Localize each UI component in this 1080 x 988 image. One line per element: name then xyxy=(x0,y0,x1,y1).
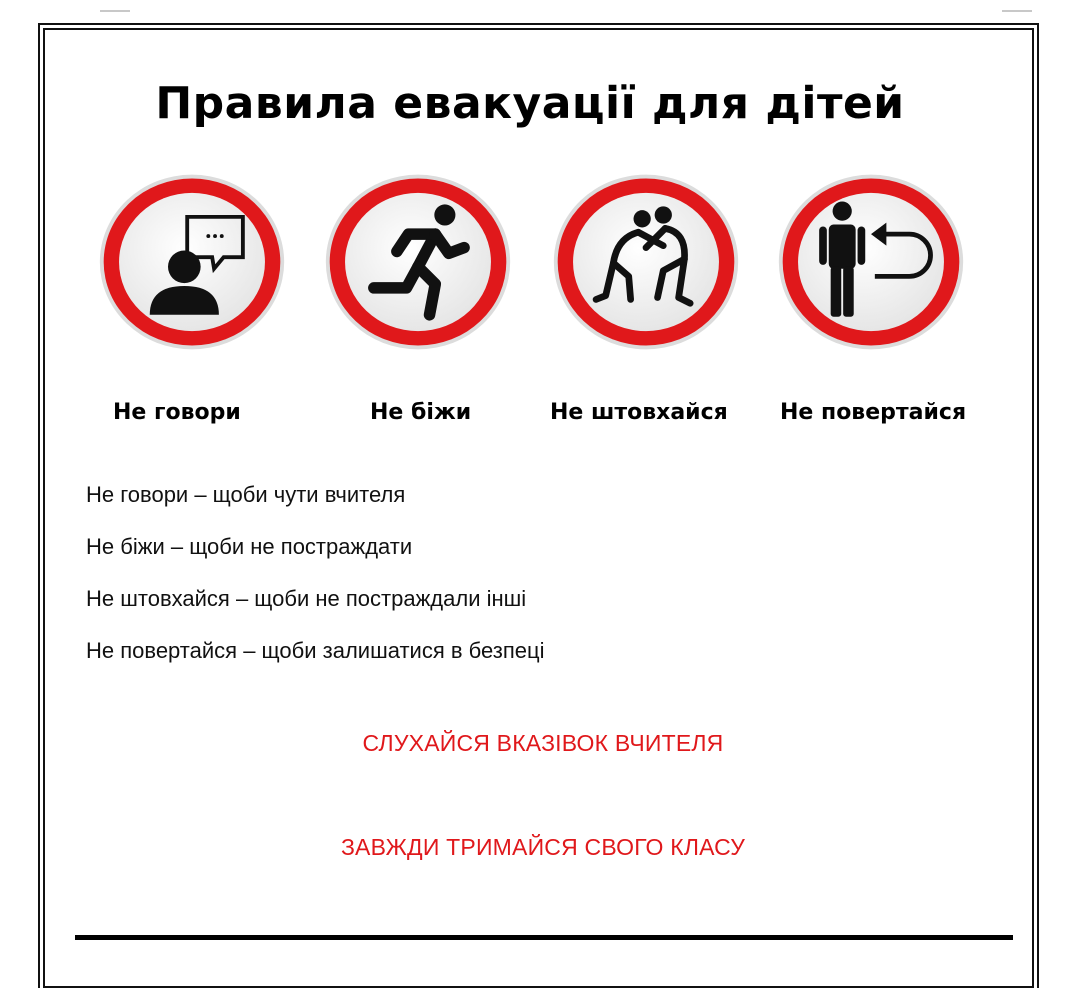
listen-teacher-note: СЛУХАЙСЯ ВКАЗІВОК ВЧИТЕЛЯ xyxy=(362,730,724,756)
rule-line-4: Не повертайся – щоби залишатися в безпеці xyxy=(86,638,545,663)
stay-with-class-note: ЗАВЖДИ ТРИМАЙСЯ СВОГО КЛАСУ xyxy=(340,834,746,860)
top-right-dash xyxy=(1002,10,1032,12)
no-talking-icon xyxy=(96,170,288,354)
no-pushing-icon xyxy=(550,170,742,354)
caption-no-turning-back: Не повертайся xyxy=(780,400,967,425)
top-left-dash xyxy=(100,10,130,12)
rule-line-1: Не говори – щоби чути вчителя xyxy=(86,482,406,507)
no-turning-back-icon xyxy=(775,170,967,354)
caption-no-running: Не біжи xyxy=(370,400,472,425)
no-running-icon xyxy=(322,170,514,354)
rule-line-3: Не штовхайся – щоби не постраждали інші xyxy=(86,586,527,611)
caption-no-talking: Не говори xyxy=(113,400,241,425)
caption-no-pushing: Не штовхайся xyxy=(550,400,728,425)
rule-line-2: Не біжи – щоби не постраждати xyxy=(86,534,413,559)
bottom-divider xyxy=(75,935,1013,940)
page-title: Правила евакуації для дітей xyxy=(155,78,905,129)
